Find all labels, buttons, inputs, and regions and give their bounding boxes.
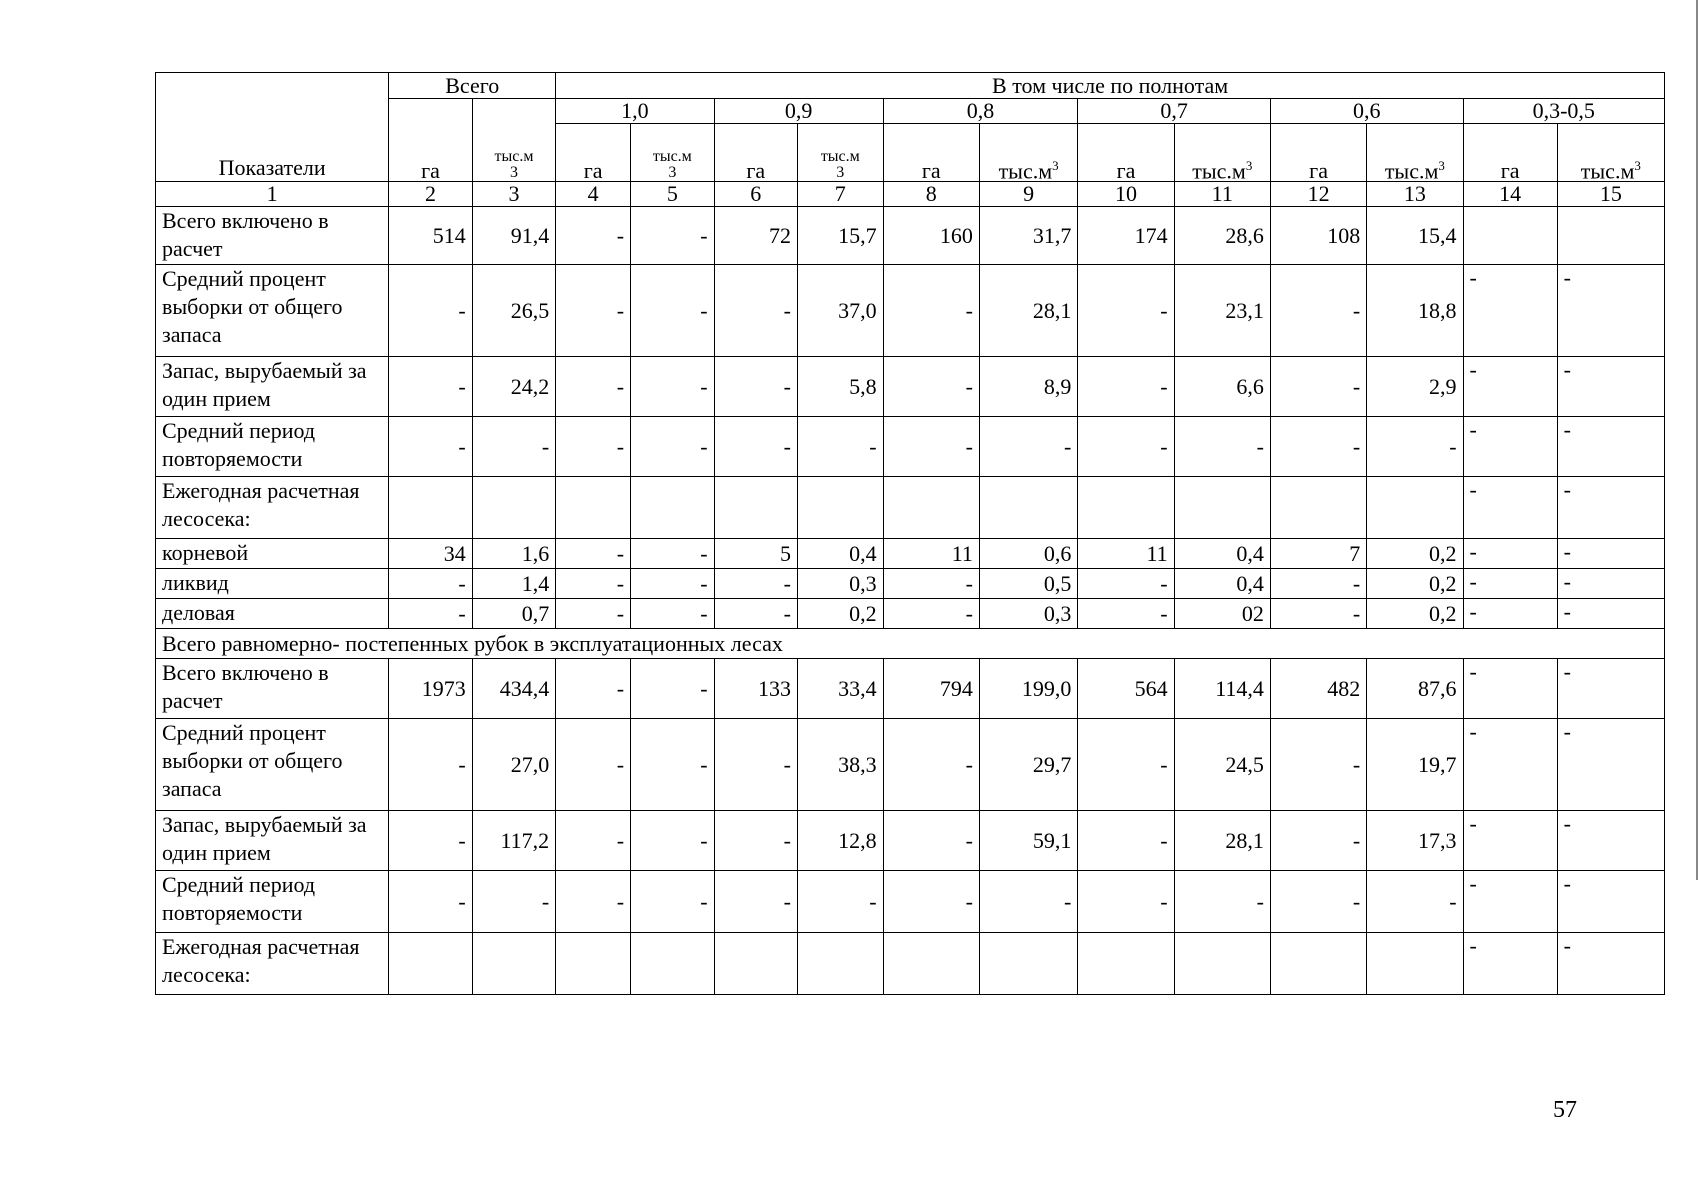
table-cell: 1,4	[472, 569, 555, 599]
header-pokazateli: Показатели	[156, 73, 389, 182]
table-cell: -	[472, 871, 555, 933]
table-row	[156, 719, 1665, 811]
table-cell: 2,9	[1367, 357, 1463, 417]
table-cell: 0,5	[979, 569, 1077, 599]
table-cell: -	[631, 265, 714, 357]
table-cell: -	[1078, 811, 1174, 871]
table-cell: -	[556, 719, 631, 811]
table-cell: -	[631, 659, 714, 719]
unit-tys: $тыс.м^3$	[1557, 124, 1664, 182]
section-2-body	[156, 659, 1665, 995]
table-cell: -	[1557, 719, 1664, 811]
table-cell: -	[1463, 659, 1557, 719]
table-cell: -	[714, 811, 797, 871]
row-label: Ежегодная расчетная лесосека:	[156, 933, 389, 995]
page-number: 57	[1553, 1097, 1577, 1123]
table-cell: -	[389, 265, 472, 357]
table-cell	[883, 933, 979, 995]
table-cell: 174	[1078, 207, 1174, 265]
table-cell: 133	[714, 659, 797, 719]
table-cell: 19,7	[1367, 719, 1463, 811]
table-cell: -	[631, 811, 714, 871]
column-number: 14	[1463, 182, 1557, 207]
row-label: Средний процент выборки от общего запаса	[156, 265, 389, 357]
column-number: 10	[1078, 182, 1174, 207]
table-cell: 31,7	[979, 207, 1077, 265]
table-cell: -	[883, 719, 979, 811]
table-cell	[1270, 933, 1366, 995]
table-cell: 28,1	[979, 265, 1077, 357]
header-v-tom-chisle: В том числе по полнотам	[556, 73, 1665, 99]
table-cell: -	[1270, 569, 1366, 599]
table-cell	[472, 933, 555, 995]
column-number: 8	[883, 182, 979, 207]
table-cell: -	[1463, 569, 1557, 599]
table-cell: -	[883, 265, 979, 357]
table-cell: -	[883, 811, 979, 871]
table-row	[156, 569, 1665, 599]
column-number: 9	[979, 182, 1077, 207]
column-number-row	[156, 182, 1665, 207]
density-0-7: 0,7	[1078, 99, 1271, 124]
row-label: Средний период повторяемости	[156, 417, 389, 477]
table-cell: -	[556, 569, 631, 599]
table-cell: -	[714, 599, 797, 629]
table-cell	[798, 933, 884, 995]
table-cell	[1174, 477, 1270, 539]
section-title: Всего равномерно- постепенных рубок в эксплуатационных лесах	[156, 629, 1665, 659]
table-cell: -	[798, 871, 884, 933]
table-cell: 27,0	[472, 719, 555, 811]
table-cell	[1270, 477, 1366, 539]
table-cell: 0,3	[979, 599, 1077, 629]
unit-tys: $тыс.м^3$	[1174, 124, 1270, 182]
column-number: 1	[156, 182, 389, 207]
table-cell: -	[1078, 357, 1174, 417]
section-2-title-body	[156, 629, 1665, 659]
table-cell: 0,4	[1174, 569, 1270, 599]
table-cell: -	[979, 871, 1077, 933]
table-cell: 0,4	[798, 539, 884, 569]
table-cell	[631, 477, 714, 539]
table-cell: -	[1557, 811, 1664, 871]
table-cell: -	[1463, 357, 1557, 417]
table-cell: 12,8	[798, 811, 884, 871]
table-cell: 564	[1078, 659, 1174, 719]
table-cell: -	[883, 569, 979, 599]
table-cell: 33,4	[798, 659, 884, 719]
table-cell: 0,2	[798, 599, 884, 629]
table-cell: -	[631, 871, 714, 933]
table-cell: -	[1463, 539, 1557, 569]
table-cell	[389, 477, 472, 539]
table-cell: -	[389, 871, 472, 933]
unit-ga-total: га	[389, 99, 472, 182]
table-cell: -	[1270, 599, 1366, 629]
table-cell: -	[556, 599, 631, 629]
table-cell: -	[883, 357, 979, 417]
table-cell: 15,4	[1367, 207, 1463, 265]
table-cell: -	[1557, 599, 1664, 629]
row-label: ликвид	[156, 569, 389, 599]
table-cell: -	[1557, 265, 1664, 357]
table-cell: -	[714, 357, 797, 417]
table-cell	[1367, 477, 1463, 539]
table-cell: -	[631, 207, 714, 265]
table-cell: -	[1463, 477, 1557, 539]
table-cell: -	[1557, 477, 1664, 539]
unit-tys-split: тыс.м 3	[631, 124, 714, 182]
unit-ga: га	[714, 124, 797, 182]
table-cell: 18,8	[1367, 265, 1463, 357]
table-cell: -	[1463, 417, 1557, 477]
table-row	[156, 659, 1665, 719]
table-cell: 0,2	[1367, 599, 1463, 629]
table-cell: 28,6	[1174, 207, 1270, 265]
table-cell	[1557, 207, 1664, 265]
table-cell: -	[1557, 539, 1664, 569]
table-cell: 1973	[389, 659, 472, 719]
table-cell: 5	[714, 539, 797, 569]
table-cell	[472, 477, 555, 539]
table-cell	[1078, 933, 1174, 995]
table-cell: 87,6	[1367, 659, 1463, 719]
table-cell: -	[1557, 933, 1664, 995]
unit-ga: га	[1078, 124, 1174, 182]
table-cell: -	[1367, 871, 1463, 933]
table-cell: 117,2	[472, 811, 555, 871]
unit-ga: га	[556, 124, 631, 182]
table-cell: 11	[883, 539, 979, 569]
table-cell: -	[556, 871, 631, 933]
table-cell: -	[389, 417, 472, 477]
table-cell: -	[1557, 417, 1664, 477]
table-cell: -	[1270, 811, 1366, 871]
table-cell: 7	[1270, 539, 1366, 569]
table-cell: -	[556, 659, 631, 719]
table-cell: -	[979, 417, 1077, 477]
row-label: Всего включено в расчет	[156, 659, 389, 719]
table-cell: -	[883, 417, 979, 477]
table-cell: 17,3	[1367, 811, 1463, 871]
table-cell: -	[1463, 599, 1557, 629]
table-cell: -	[1078, 719, 1174, 811]
table-cell: 0,2	[1367, 569, 1463, 599]
table-cell: -	[883, 599, 979, 629]
table-cell: -	[714, 417, 797, 477]
table-row	[156, 599, 1665, 629]
table-cell: 72	[714, 207, 797, 265]
table-cell: 0,3	[798, 569, 884, 599]
table-row	[156, 933, 1665, 995]
table-cell: -	[714, 265, 797, 357]
density-0-8: 0,8	[883, 99, 1078, 124]
table-cell: 24,5	[1174, 719, 1270, 811]
unit-ga: га	[1270, 124, 1366, 182]
table-cell: 37,0	[798, 265, 884, 357]
unit-tys-split: тыс.м 3	[798, 124, 884, 182]
row-label: корневой	[156, 539, 389, 569]
table-cell: -	[1557, 357, 1664, 417]
table-cell: -	[714, 719, 797, 811]
table-cell: 0,6	[979, 539, 1077, 569]
table-cell	[714, 477, 797, 539]
table-cell: 91,4	[472, 207, 555, 265]
column-number: 13	[1367, 182, 1463, 207]
table-row	[156, 207, 1665, 265]
table-cell: 108	[1270, 207, 1366, 265]
density-0-3-0-5: 0,3-0,5	[1463, 99, 1664, 124]
table-row	[156, 477, 1665, 539]
table-cell: -	[631, 357, 714, 417]
table-cell: -	[1270, 357, 1366, 417]
table-cell: 59,1	[979, 811, 1077, 871]
table-cell: 26,5	[472, 265, 555, 357]
allowable-cut-table	[155, 72, 1665, 995]
row-label: Ежегодная расчетная лесосека:	[156, 477, 389, 539]
table-cell: -	[556, 357, 631, 417]
table-cell: -	[1463, 265, 1557, 357]
unit-tys-total: тыс.м 3	[472, 99, 555, 182]
unit-tys: $тыс.м^3$	[1367, 124, 1463, 182]
table-cell: -	[631, 719, 714, 811]
table-cell	[1078, 477, 1174, 539]
table-cell: 38,3	[798, 719, 884, 811]
table-cell: 15,7	[798, 207, 884, 265]
table-cell: -	[1078, 599, 1174, 629]
table-cell: -	[1270, 265, 1366, 357]
unit-ga: га	[883, 124, 979, 182]
table-cell: -	[1463, 811, 1557, 871]
table-cell	[631, 933, 714, 995]
table-cell: -	[472, 417, 555, 477]
unit-tys: $тыс.м^3$	[979, 124, 1077, 182]
table-cell: -	[1270, 719, 1366, 811]
table-cell	[1367, 933, 1463, 995]
table-cell: 434,4	[472, 659, 555, 719]
table-cell: -	[1463, 871, 1557, 933]
table-cell: 0,4	[1174, 539, 1270, 569]
table-cell: 0,7	[472, 599, 555, 629]
table-cell: 1,6	[472, 539, 555, 569]
column-number: 5	[631, 182, 714, 207]
table-cell: -	[389, 599, 472, 629]
table-cell: 6,6	[1174, 357, 1270, 417]
table-row	[156, 265, 1665, 357]
table-row	[156, 811, 1665, 871]
table-cell	[389, 933, 472, 995]
table-cell: 11	[1078, 539, 1174, 569]
table-cell: 34	[389, 539, 472, 569]
table-cell: -	[556, 265, 631, 357]
density-0-9: 0,9	[714, 99, 883, 124]
table-cell: -	[1078, 569, 1174, 599]
column-number: 4	[556, 182, 631, 207]
table-cell: -	[714, 871, 797, 933]
table-cell: 24,2	[472, 357, 555, 417]
table-cell	[1463, 207, 1557, 265]
table-cell: -	[1557, 659, 1664, 719]
table-cell: -	[1367, 417, 1463, 477]
table-cell: -	[389, 811, 472, 871]
row-label: Всего включено в расчет	[156, 207, 389, 265]
table-cell: -	[389, 569, 472, 599]
table-row	[156, 417, 1665, 477]
header-vsego: Всего	[389, 73, 556, 99]
table-cell: 199,0	[979, 659, 1077, 719]
table-cell	[798, 477, 884, 539]
table-cell: 0,2	[1367, 539, 1463, 569]
table-cell: -	[1270, 871, 1366, 933]
table-cell	[979, 477, 1077, 539]
table-cell: -	[556, 811, 631, 871]
table-row	[156, 539, 1665, 569]
row-label: Средний процент выборки от общего запаса	[156, 719, 389, 811]
table-cell	[556, 477, 631, 539]
section-1-body	[156, 207, 1665, 629]
table-cell	[1174, 933, 1270, 995]
table-cell: -	[631, 417, 714, 477]
table-cell: -	[1270, 417, 1366, 477]
row-label: деловая	[156, 599, 389, 629]
table-cell: -	[1174, 871, 1270, 933]
table-cell: -	[1078, 417, 1174, 477]
column-number: 2	[389, 182, 472, 207]
table-cell: -	[631, 539, 714, 569]
table-cell: -	[631, 569, 714, 599]
table-cell: -	[556, 207, 631, 265]
table-row	[156, 357, 1665, 417]
table-cell: 160	[883, 207, 979, 265]
table-cell: 02	[1174, 599, 1270, 629]
table-row	[156, 871, 1665, 933]
table-cell: 28,1	[1174, 811, 1270, 871]
table-cell: -	[1557, 569, 1664, 599]
table-cell: 514	[389, 207, 472, 265]
table-cell: -	[556, 539, 631, 569]
unit-ga: га	[1463, 124, 1557, 182]
table-cell	[714, 933, 797, 995]
table-cell: -	[1463, 719, 1557, 811]
column-number: 12	[1270, 182, 1366, 207]
table-cell: 8,9	[979, 357, 1077, 417]
table-cell: -	[1174, 417, 1270, 477]
table-cell: -	[1463, 933, 1557, 995]
table-cell: -	[883, 871, 979, 933]
row-label: Средний период повторяемости	[156, 871, 389, 933]
table-cell: -	[1078, 871, 1174, 933]
column-number: 7	[798, 182, 884, 207]
table-cell: -	[798, 417, 884, 477]
column-number: 3	[472, 182, 555, 207]
density-1-0: 1,0	[556, 99, 714, 124]
row-label: Запас, вырубаемый за один прием	[156, 811, 389, 871]
table-cell	[883, 477, 979, 539]
table-cell: 5,8	[798, 357, 884, 417]
table-cell: -	[631, 599, 714, 629]
table-cell: 114,4	[1174, 659, 1270, 719]
table-cell: -	[389, 719, 472, 811]
density-0-6: 0,6	[1270, 99, 1463, 124]
table-cell	[556, 933, 631, 995]
column-number: 11	[1174, 182, 1270, 207]
table-cell: -	[556, 417, 631, 477]
table-cell: -	[714, 569, 797, 599]
table-cell: -	[389, 357, 472, 417]
table-cell: -	[1078, 265, 1174, 357]
table-cell: -	[1557, 871, 1664, 933]
table-cell: 29,7	[979, 719, 1077, 811]
table-cell: 23,1	[1174, 265, 1270, 357]
column-number: 6	[714, 182, 797, 207]
table-cell: 794	[883, 659, 979, 719]
table-cell: 482	[1270, 659, 1366, 719]
column-number: 15	[1557, 182, 1664, 207]
row-label: Запас, вырубаемый за один прием	[156, 357, 389, 417]
table-cell	[979, 933, 1077, 995]
